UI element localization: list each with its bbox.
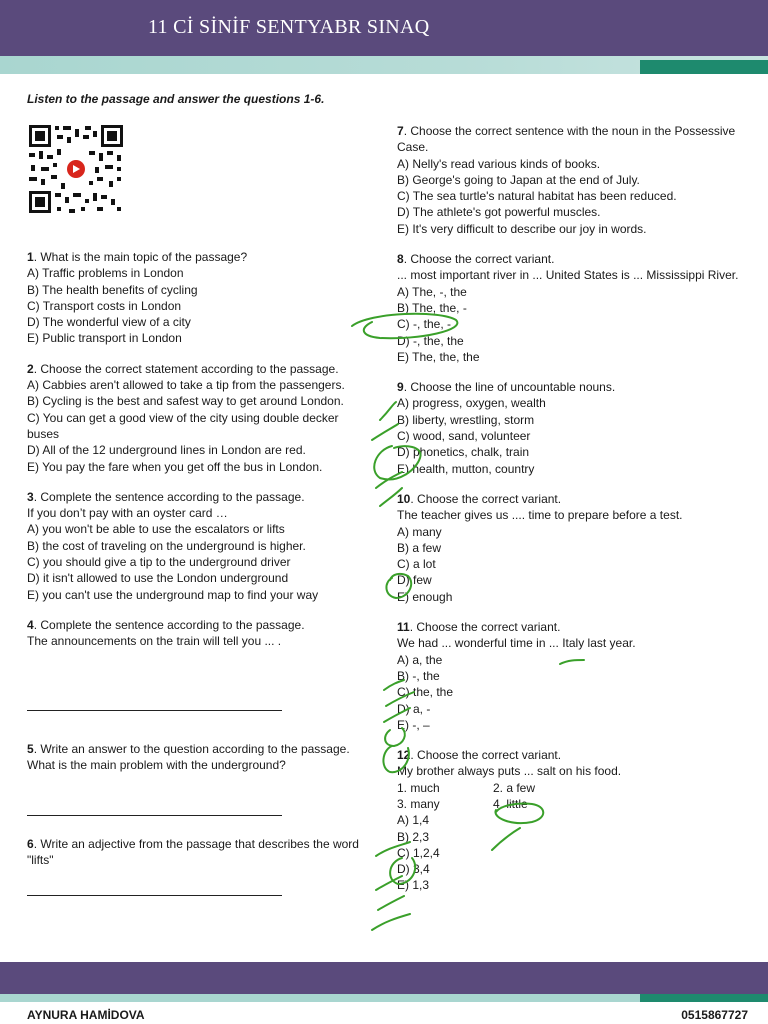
option-c: C) the, the bbox=[397, 685, 454, 700]
choice-pair-row bbox=[397, 796, 742, 812]
option-e: E) you can't use the underground map to find your way bbox=[27, 587, 319, 602]
pen-stroke bbox=[372, 914, 410, 930]
answer-line[interactable] bbox=[27, 779, 282, 816]
page-title: 11 Cİ SİNİF SENTYABR SINAQ bbox=[148, 16, 430, 38]
option-a: A) Nelly's read various kinds of books. bbox=[397, 156, 601, 171]
option-e: E) health, mutton, country bbox=[397, 461, 535, 476]
question-9 bbox=[397, 379, 742, 477]
questions-right-column bbox=[397, 123, 742, 908]
footer-accent-stripe bbox=[640, 994, 768, 1002]
question-12 bbox=[397, 747, 742, 894]
question-number: 5 bbox=[27, 741, 34, 756]
phone-number: 0515867727 bbox=[681, 1008, 748, 1022]
option-b: B) the cost of traveling on the underground is higher. bbox=[27, 538, 306, 553]
option-a: A) Traffic problems in London bbox=[27, 266, 184, 281]
question-number: 1 bbox=[27, 250, 34, 264]
option-b: B) George's going to Japan at the end of July. bbox=[397, 172, 640, 187]
question-text: . Write an adjective from the passage that describes the word "lifts" bbox=[27, 837, 359, 868]
option-a: A) Cabbies aren't allowed to take a tip from the passengers. bbox=[27, 378, 345, 393]
qr-code-icon[interactable] bbox=[27, 123, 125, 215]
option-a: A) progress, oxygen, wealth bbox=[397, 396, 546, 411]
question-text: . Choose the correct sentence with the noun in the Possessive Case. bbox=[397, 124, 736, 155]
footer-band bbox=[0, 962, 768, 994]
question-number: 9 bbox=[397, 380, 404, 395]
question-prompt: The announcements on the train will tell you ... . bbox=[27, 634, 282, 649]
option-a: A) many bbox=[397, 524, 442, 539]
question-10 bbox=[397, 491, 742, 605]
option-e: E) You pay the fare when you get off the bus in London. bbox=[27, 459, 323, 474]
option-d: D) a, - bbox=[397, 701, 431, 716]
listening-instructions: Listen to the passage and answer the questions 1-6. bbox=[27, 92, 325, 106]
question-text: . Choose the correct variant. bbox=[410, 491, 562, 506]
question-number: 6 bbox=[27, 837, 34, 852]
option-b: B) 2,3 bbox=[397, 829, 430, 844]
option-b: B) a few bbox=[397, 540, 442, 555]
option-a: A) you won't be able to use the escalators or lifts bbox=[27, 522, 285, 537]
question-number: 8 bbox=[397, 252, 404, 267]
option-c: C) -, the, - bbox=[397, 317, 452, 332]
question-text: . Choose the correct statement according to the passage. bbox=[33, 361, 339, 376]
option-e: E) 1,3 bbox=[397, 878, 430, 893]
option-e: E) Public transport in London bbox=[27, 331, 182, 346]
answer-line[interactable] bbox=[27, 875, 282, 896]
pen-stroke bbox=[372, 424, 398, 440]
option-d: D) The wonderful view of a city bbox=[27, 315, 191, 330]
question-number: 4 bbox=[27, 617, 34, 632]
question-2 bbox=[27, 361, 372, 475]
question-text: . Complete the sentence according to the passage. bbox=[33, 489, 305, 504]
choice-item: 4. little bbox=[493, 796, 528, 811]
question-4 bbox=[27, 617, 372, 711]
option-c: C) The sea turtle's natural habitat has been reduced. bbox=[397, 189, 677, 204]
option-a: A) 1,4 bbox=[397, 813, 430, 828]
questions-left-column bbox=[27, 249, 372, 910]
option-e: E) It's very difficult to describe our joy in words. bbox=[397, 221, 647, 236]
header-accent-stripe bbox=[640, 60, 768, 74]
option-b: B) The, the, - bbox=[397, 300, 467, 315]
option-d: D) it isn't allowed to use the London underground bbox=[27, 571, 289, 586]
option-c: C) you should give a tip to the underground driver bbox=[27, 555, 291, 570]
option-e: E) enough bbox=[397, 589, 453, 604]
question-number: 7 bbox=[397, 124, 404, 138]
question-number: 3 bbox=[27, 489, 34, 504]
option-e: E) The, the, the bbox=[397, 349, 480, 364]
option-d: D) -, the, the bbox=[397, 333, 464, 348]
question-3 bbox=[27, 489, 372, 603]
question-11 bbox=[397, 619, 742, 733]
question-text: . What is the main topic of the passage? bbox=[33, 250, 248, 264]
option-d: D) All of the 12 underground lines in London are red. bbox=[27, 443, 306, 458]
option-e: E) -, – bbox=[397, 717, 430, 732]
question-prompt: What is the main problem with the underground? bbox=[27, 757, 286, 772]
question-text: . Write an answer to the question according to the passage. bbox=[33, 741, 350, 756]
choice-pair-row bbox=[397, 780, 742, 796]
pen-stroke bbox=[380, 402, 396, 420]
option-b: B) -, the bbox=[397, 668, 440, 683]
option-c: C) wood, sand, volunteer bbox=[397, 429, 531, 444]
question-prompt: We had ... wonderful time in ... Italy last year. bbox=[397, 636, 636, 651]
option-d: D) 3,4 bbox=[397, 862, 430, 877]
question-text: . Choose the correct variant. bbox=[410, 748, 562, 763]
option-d: D) phonetics, chalk, train bbox=[397, 445, 530, 460]
choice-item: 2. a few bbox=[493, 780, 536, 795]
question-number: 10 bbox=[397, 491, 411, 506]
question-text: . Choose the line of uncountable nouns. bbox=[403, 380, 616, 395]
question-8 bbox=[397, 251, 742, 365]
option-c: C) You can get a good view of the city using double decker buses bbox=[27, 410, 339, 441]
question-prompt: If you don’t pay with an oyster card … bbox=[27, 506, 228, 521]
question-prompt: ... most important river in ... United States is ... Mississippi River. bbox=[397, 268, 739, 283]
option-b: B) liberty, wrestling, storm bbox=[397, 412, 535, 427]
question-number: 11 bbox=[397, 620, 410, 635]
question-text: . Complete the sentence according to the passage. bbox=[33, 617, 305, 632]
option-a: A) a, the bbox=[397, 652, 443, 667]
option-c: C) 1,2,4 bbox=[397, 845, 440, 860]
question-text: . Choose the correct variant. bbox=[403, 252, 555, 267]
answer-line[interactable] bbox=[27, 656, 282, 711]
question-6 bbox=[27, 836, 372, 896]
question-1 bbox=[27, 249, 372, 347]
option-a: A) The, -, the bbox=[397, 284, 467, 299]
question-7 bbox=[397, 123, 742, 237]
question-number: 2 bbox=[27, 361, 34, 376]
question-number: 12 bbox=[397, 748, 411, 763]
option-d: D) The athlete's got powerful muscles. bbox=[397, 205, 601, 220]
author-name: AYNURA HAMİDOVA bbox=[27, 1008, 145, 1022]
question-5 bbox=[27, 741, 372, 817]
question-text: . Choose the correct variant. bbox=[409, 620, 561, 635]
option-b: B) Cycling is the best and safest way to get around London. bbox=[27, 394, 344, 409]
option-b: B) The health benefits of cycling bbox=[27, 282, 198, 297]
option-d: D) few bbox=[397, 573, 432, 588]
option-c: C) a lot bbox=[397, 557, 436, 572]
choice-item: 3. many bbox=[397, 796, 440, 811]
question-prompt: My brother always puts ... salt on his food. bbox=[397, 764, 622, 779]
choice-item: 1. much bbox=[397, 780, 440, 795]
option-c: C) Transport costs in London bbox=[27, 298, 182, 313]
question-prompt: The teacher gives us .... time to prepare before a test. bbox=[397, 508, 683, 523]
